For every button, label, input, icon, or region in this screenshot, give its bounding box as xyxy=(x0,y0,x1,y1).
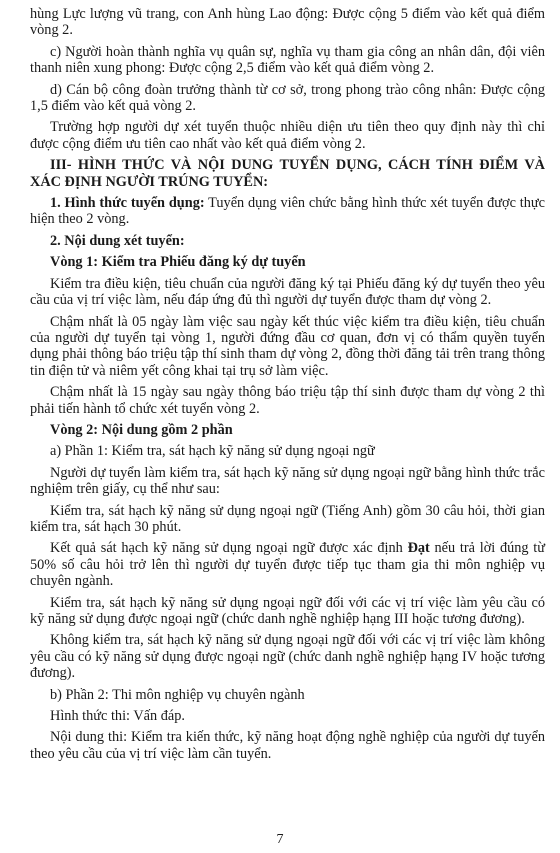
paragraph: Chậm nhất là 15 ngày sau ngày thông báo triệu tập thí sinh được tham dự vòng 2 thì phải tiến hành tổ chức xét tuyển vòng 2. xyxy=(30,384,545,417)
paragraph: hùng Lực lượng vũ trang, con Anh hùng Lao động: Được cộng 5 điểm vào kết quả điểm vòng 2. xyxy=(30,6,545,39)
paragraph-form-of-recruitment xyxy=(30,195,545,228)
paragraph: d) Cán bộ công đoàn trưởng thành từ cơ sở, trong phong trào công nhân: Được cộng 1,5 điểm vào kết quả vòng 2. xyxy=(30,81,545,115)
subheading: 1. Hình thức tuyển dụng: xyxy=(50,195,205,212)
part2-title: b) Phần 2: Thi môn nghiệp vụ chuyên ngành xyxy=(50,686,305,703)
paragraph-text: Kết quả sát hạch kỹ năng sử dụng ngoại ngữ được xác định xyxy=(50,540,408,557)
paragraph-text: Tuyển dụng viên chức bằng hình thức xét tuyển được thực hiện theo 2 vòng. xyxy=(30,195,545,228)
page-number: 7 xyxy=(276,832,284,847)
round1-title: Vòng 1: Kiểm tra Phiếu đăng ký dự tuyển xyxy=(50,254,306,271)
section-heading: III- HÌNH THỨC VÀ NỘI DUNG TUYỂN DỤNG, CÁCH TÍNH ĐIỂM VÀ XÁC ĐỊNH NGƯỜI TRÚNG TUYỂN: xyxy=(30,157,545,190)
paragraph: Kiểm tra, sát hạch kỹ năng sử dụng ngoại ngữ (Tiếng Anh) gồm 30 câu hỏi, thời gian kiểm tra, sát hạch 30 phút. xyxy=(30,502,545,535)
paragraph: Hình thức thi: Vấn đáp. xyxy=(50,708,185,725)
paragraph-text: nếu trả lời đúng từ 50% số câu hỏi trở lên thì người dự tuyển được tiếp tục tham gia thi môn nghiệp vụ chuyên ngành. xyxy=(30,540,546,590)
paragraph: Chậm nhất là 05 ngày làm việc sau ngày kết thúc việc kiểm tra điều kiện, tiêu chuẩn của người dự tuyển tại vòng 1, người đứng đầu cơ quan, đơn vị có thẩm quyền tuyển dụng phải thông báo triệu tập thí sinh tham dự vòng 2, đồng thời đăng tải trên trang thông tin điện tử và niêm yết công khai tại trụ sở làm việc. xyxy=(30,313,545,379)
subheading: 2. Nội dung xét tuyển: xyxy=(50,232,185,249)
part1-title: a) Phần 1: Kiểm tra, sát hạch kỹ năng sử dụng ngoại ngữ xyxy=(50,443,375,460)
paragraph-pass-criteria xyxy=(30,540,545,589)
round2-title: Vòng 2: Nội dung gồm 2 phần xyxy=(50,421,233,438)
document-body xyxy=(30,6,545,767)
paragraph: Kiểm tra điều kiện, tiêu chuẩn của người đăng ký tại Phiếu đăng ký dự tuyển theo yêu cầu của vị trí việc làm, nếu đáp ứng đủ thì người dự tuyển được tham dự vòng 2. xyxy=(30,275,545,309)
pass-keyword: Đạt xyxy=(407,540,430,557)
paragraph: c) Người hoàn thành nghĩa vụ quân sự, nghĩa vụ tham gia công an nhân dân, đội viên thanh niên xung phong: Được cộng 2,5 điểm vào kết quả điểm vòng 2. xyxy=(30,43,545,77)
paragraph: Người dự tuyển làm kiểm tra, sát hạch kỹ năng sử dụng ngoại ngữ bằng hình thức trắc nghiệm trên giấy, cụ thể như sau: xyxy=(30,464,545,498)
paragraph: Trường hợp người dự xét tuyển thuộc nhiều diện ưu tiên theo quy định này thì chỉ được cộng điểm ưu tiên cao nhất vào kết quả điểm vòng 2. xyxy=(30,119,545,152)
paragraph: Nội dung thi: Kiểm tra kiến thức, kỹ năng hoạt động nghề nghiệp của người dự tuyển theo yêu cầu của vị trí việc làm cần tuyển. xyxy=(30,729,545,762)
paragraph: Không kiểm tra, sát hạch kỹ năng sử dụng ngoại ngữ đối với các vị trí việc làm không yêu cầu có kỹ năng sử dụng được ngoại ngữ (chức danh nghề nghiệp hạng IV hoặc tương đương). xyxy=(30,632,545,682)
paragraph: Kiểm tra, sát hạch kỹ năng sử dụng ngoại ngữ đối với các vị trí việc làm yêu cầu có kỹ năng sử dụng được ngoại ngữ (chức danh nghề nghiệp hạng III hoặc tương đương). xyxy=(30,594,545,627)
